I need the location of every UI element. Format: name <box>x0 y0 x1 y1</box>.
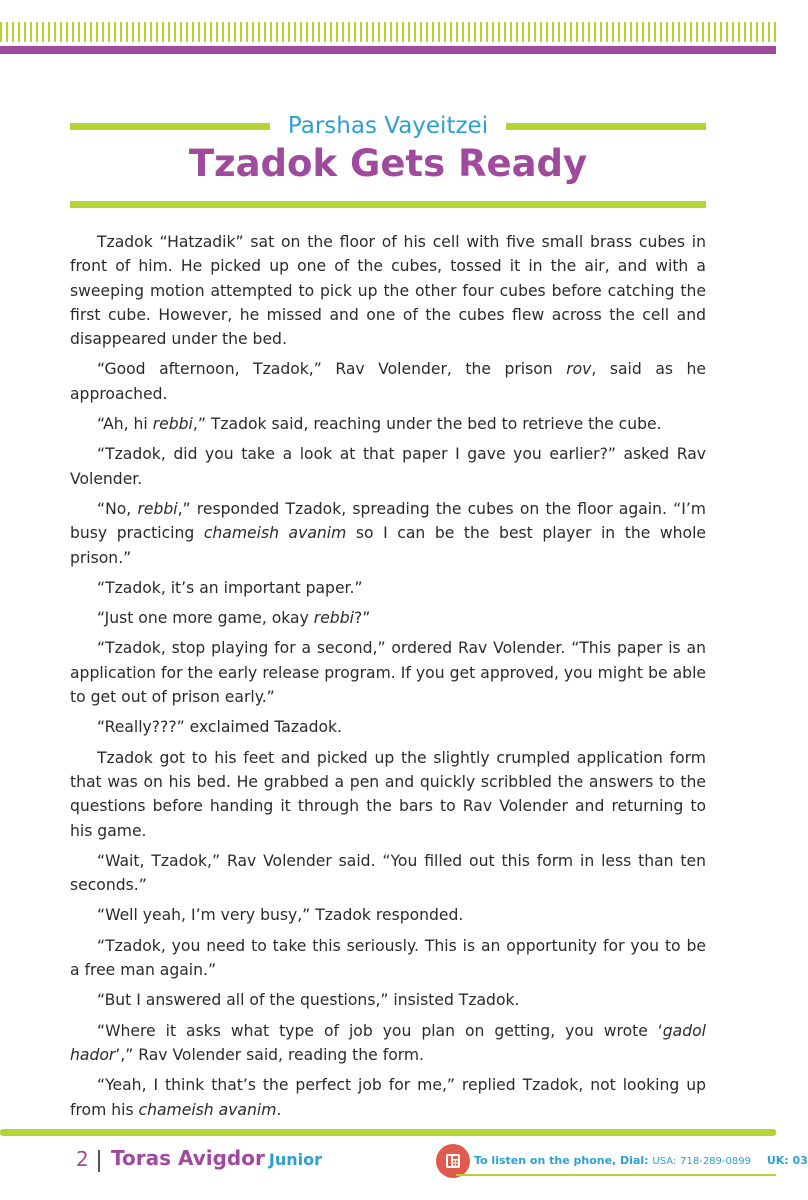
brand-logo <box>111 1146 322 1170</box>
top-tick-border <box>0 22 776 42</box>
text-segment: “Yeah, I think that’s the perfect job for me,” replied Tzadok, not looking up from his <box>70 1076 706 1119</box>
italic-term: rebbi <box>152 415 193 434</box>
phone-info <box>474 1154 808 1167</box>
text-segment: Tzadok “Hatzadik” sat on the floor of his cell with five small brass cubes in front of him. He picked up one of the cubes, tossed it in the air, and with a sweeping motion attempted to pick up the other four cubes before catching the first cube. However, he missed and one of the cubes flew across the cell and disappeared under the bed. <box>70 233 706 349</box>
text-segment: , said as he approached. <box>70 360 706 403</box>
italic-term: rebbi <box>313 609 354 628</box>
text-segment: “Ah, hi <box>97 415 153 434</box>
text-segment: ?” <box>353 609 371 628</box>
text-segment: . <box>276 1100 282 1119</box>
uk-label: UK: 03 <box>766 1154 808 1167</box>
text-segment: ’,” Rav Volender said, reading the form. <box>115 1045 425 1064</box>
text-segment: “Tzadok, you need to take this seriously. This is an opportunity for you to be a free man again.” <box>70 936 706 980</box>
brand-name: Toras Avigdor <box>111 1146 265 1170</box>
text-segment: “Good afternoon, Tzadok,” Rav Volender, the prison <box>97 360 567 379</box>
text-segment: ,” responded Tzadok, spreading the cubes on the floor again. “I’m busy practicing <box>70 499 706 543</box>
story-paragraph <box>70 497 706 570</box>
subtitle-rule-left <box>70 123 270 130</box>
story-paragraph <box>70 576 706 600</box>
text-segment: ,” Tzadok said, reaching under the bed to retrieve the cube. <box>192 415 662 434</box>
phone-underline <box>456 1174 776 1176</box>
usa-number: 718-289-0899 <box>680 1156 751 1167</box>
italic-term: chameish avanim <box>203 524 347 543</box>
story-paragraph <box>70 357 706 406</box>
story-paragraph <box>70 230 706 351</box>
story-title: Tzadok Gets Ready <box>188 142 588 185</box>
italic-term: rebbi <box>137 499 178 518</box>
brand-suffix: Junior <box>268 1150 322 1169</box>
story-paragraph <box>70 606 706 630</box>
text-segment: “Tzadok, it’s an important paper.” <box>97 578 363 597</box>
title-rule <box>70 201 706 208</box>
phone-label: To listen on the phone, Dial: <box>474 1154 649 1167</box>
story-paragraph <box>70 849 706 898</box>
telephone-icon <box>444 1152 462 1170</box>
text-segment: “Well yeah, I’m very busy,” Tzadok responded. <box>97 906 464 925</box>
story-paragraph <box>70 934 706 983</box>
text-segment: “Really???” exclaimed Tazadok. <box>97 718 343 737</box>
story-paragraph <box>70 412 706 436</box>
phone-badge <box>436 1144 470 1178</box>
italic-term: gadol hador <box>70 1021 706 1064</box>
story-paragraph <box>70 746 706 843</box>
subtitle-row <box>70 108 706 144</box>
text-segment: “But I answered all of the questions,” insisted Tzadok. <box>97 991 520 1010</box>
text-segment: so I can be the best player in the whole prison.” <box>70 524 706 567</box>
parsha-subtitle: Parshas Vayeitzei <box>287 113 489 139</box>
footer-rule <box>0 1129 776 1136</box>
story-paragraph <box>70 988 706 1012</box>
subtitle-rule-right <box>506 123 706 130</box>
text-segment: “Where it asks what type of job you plan on getting, you wrote ‘ <box>97 1021 663 1040</box>
footer-divider <box>98 1150 100 1172</box>
text-segment: “Wait, Tzadok,” Rav Volender said. “You filled out this form in less than ten seconds.” <box>70 851 706 895</box>
page-number: 2 <box>76 1147 89 1171</box>
text-segment: “No, <box>97 499 138 518</box>
story-paragraph <box>70 1073 706 1122</box>
story-paragraph <box>70 903 706 927</box>
text-segment: “Tzadok, stop playing for a second,” ordered Rav Volender. “This paper is an application for the early release program. If you get approved, you might be able to get out of prison early.” <box>70 639 706 707</box>
italic-term: rov <box>566 360 592 379</box>
story-paragraph <box>70 1019 706 1068</box>
usa-label: USA: <box>652 1156 677 1167</box>
story-paragraph <box>70 636 706 709</box>
story-body <box>70 230 706 1128</box>
text-segment: “Just one more game, okay <box>97 609 314 628</box>
text-segment: Tzadok got to his feet and picked up the slightly crumpled application form that was on his bed. He grabbed a pen and quickly scribbled the answers to the questions before handing it through the bars to Rav Volender and returning to his game. <box>70 748 706 840</box>
text-segment: “Tzadok, did you take a look at that paper I gave you earlier?” asked Rav Volender. <box>70 445 706 488</box>
top-color-bar <box>0 46 776 54</box>
story-paragraph <box>70 715 706 739</box>
story-paragraph <box>70 442 706 491</box>
italic-term: chameish avanim <box>138 1100 277 1119</box>
